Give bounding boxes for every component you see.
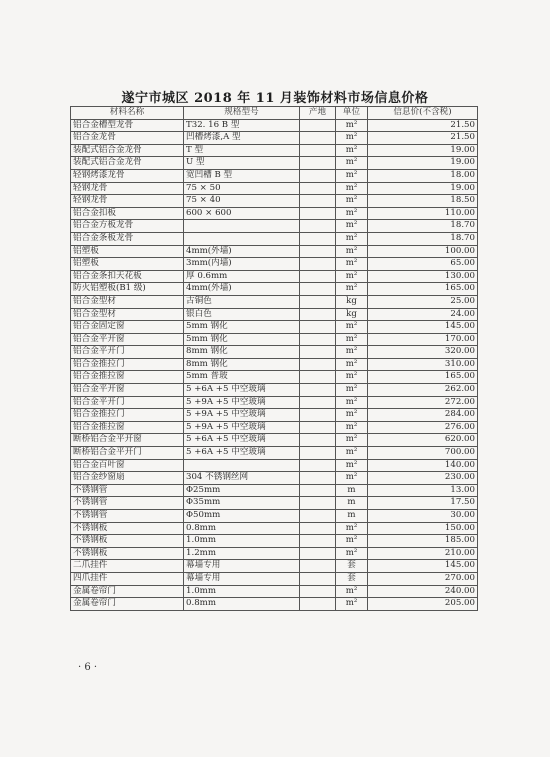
table-row <box>71 409 478 422</box>
cell-unit: m² <box>336 346 368 359</box>
cell-origin <box>300 207 336 220</box>
cell-price: 210.00 <box>368 547 478 560</box>
cell-price: 21.50 <box>368 132 478 145</box>
cell-unit: m² <box>336 434 368 447</box>
table-row <box>71 295 478 308</box>
cell-unit: m² <box>336 283 368 296</box>
cell-origin <box>300 346 336 359</box>
cell-unit: kg <box>336 308 368 321</box>
cell-origin <box>300 119 336 132</box>
cell-material-name: 防火铝塑板(B1 级) <box>71 283 184 296</box>
cell-price: 620.00 <box>368 434 478 447</box>
cell-origin <box>300 169 336 182</box>
table-row <box>71 182 478 195</box>
cell-material-name: 铝合金纱窗扇 <box>71 472 184 485</box>
cell-price: 170.00 <box>368 333 478 346</box>
cell-material-name: 铝合金推拉门 <box>71 358 184 371</box>
cell-origin <box>300 497 336 510</box>
cell-origin <box>300 572 336 585</box>
cell-material-name: 铝合金扣板 <box>71 207 184 220</box>
cell-unit: m² <box>336 409 368 422</box>
cell-material-name: 不锈钢板 <box>71 535 184 548</box>
table-row <box>71 132 478 145</box>
cell-material-name: 铝合金条板龙骨 <box>71 232 184 245</box>
cell-unit: m² <box>336 447 368 460</box>
cell-material-name: 铝合金条扣天花板 <box>71 270 184 283</box>
table-row <box>71 346 478 359</box>
header-origin: 产地 <box>300 107 336 120</box>
cell-origin <box>300 598 336 611</box>
table-row <box>71 522 478 535</box>
cell-specification: 凹槽烤漆,A 型 <box>184 132 300 145</box>
cell-specification: 幕墙专用 <box>184 572 300 585</box>
cell-unit: m² <box>336 119 368 132</box>
table-row <box>71 144 478 157</box>
cell-origin <box>300 459 336 472</box>
table-row <box>71 421 478 434</box>
cell-specification: 5 +6A +5 中空玻璃 <box>184 384 300 397</box>
cell-price: 24.00 <box>368 308 478 321</box>
cell-specification: 幕墙专用 <box>184 560 300 573</box>
cell-unit: m² <box>336 522 368 535</box>
cell-price: 30.00 <box>368 510 478 523</box>
header-unit: 单位 <box>336 107 368 120</box>
cell-specification: 0.8mm <box>184 598 300 611</box>
table-row <box>71 510 478 523</box>
table-row <box>71 371 478 384</box>
cell-specification: 5 +9A +5 中空玻璃 <box>184 396 300 409</box>
cell-material-name: 铝塑板 <box>71 245 184 258</box>
cell-origin <box>300 547 336 560</box>
cell-specification: 5 +9A +5 中空玻璃 <box>184 421 300 434</box>
cell-specification: 1.0mm <box>184 585 300 598</box>
cell-origin <box>300 295 336 308</box>
cell-specification: 古铜色 <box>184 295 300 308</box>
table-row <box>71 245 478 258</box>
cell-material-name: 轻钢烤漆龙骨 <box>71 169 184 182</box>
cell-material-name: 不锈钢管 <box>71 497 184 510</box>
cell-price: 165.00 <box>368 283 478 296</box>
cell-material-name: 二爪挂件 <box>71 560 184 573</box>
cell-origin <box>300 560 336 573</box>
cell-origin <box>300 510 336 523</box>
cell-unit: m <box>336 497 368 510</box>
cell-price: 65.00 <box>368 258 478 271</box>
table-row <box>71 396 478 409</box>
cell-unit: m² <box>336 270 368 283</box>
cell-origin <box>300 245 336 258</box>
cell-price: 100.00 <box>368 245 478 258</box>
cell-specification: 304 不锈钢丝网 <box>184 472 300 485</box>
cell-specification: 5mm 钢化 <box>184 333 300 346</box>
cell-unit: m² <box>336 384 368 397</box>
cell-unit: 套 <box>336 560 368 573</box>
cell-price: 284.00 <box>368 409 478 422</box>
cell-unit: m² <box>336 195 368 208</box>
cell-material-name: 铝合金平开门 <box>71 396 184 409</box>
cell-specification: 5 +9A +5 中空玻璃 <box>184 409 300 422</box>
cell-specification <box>184 459 300 472</box>
cell-unit: m² <box>336 396 368 409</box>
cell-origin <box>300 421 336 434</box>
cell-origin <box>300 396 336 409</box>
cell-origin <box>300 195 336 208</box>
cell-specification: 8mm 钢化 <box>184 358 300 371</box>
cell-specification: 4mm(外墙) <box>184 283 300 296</box>
cell-material-name: 轻钢龙骨 <box>71 182 184 195</box>
cell-material-name: 铝合金龙骨 <box>71 132 184 145</box>
cell-material-name: 铝合金型材 <box>71 308 184 321</box>
table-row <box>71 598 478 611</box>
cell-specification: 5mm 普玻 <box>184 371 300 384</box>
cell-origin <box>300 333 336 346</box>
cell-origin <box>300 358 336 371</box>
table-row <box>71 547 478 560</box>
header-material-name: 材料名称 <box>71 107 184 120</box>
cell-price: 140.00 <box>368 459 478 472</box>
cell-origin <box>300 157 336 170</box>
cell-specification: 4mm(外墙) <box>184 245 300 258</box>
cell-price: 272.00 <box>368 396 478 409</box>
table-row <box>71 472 478 485</box>
page-number: · 6 · <box>78 662 98 673</box>
cell-material-name: 铝合金百叶窗 <box>71 459 184 472</box>
cell-specification <box>184 232 300 245</box>
cell-price: 110.00 <box>368 207 478 220</box>
cell-price: 21.50 <box>368 119 478 132</box>
cell-material-name: 不锈钢管 <box>71 510 184 523</box>
table-row <box>71 270 478 283</box>
cell-origin <box>300 220 336 233</box>
cell-origin <box>300 447 336 460</box>
cell-price: 276.00 <box>368 421 478 434</box>
table-row <box>71 220 478 233</box>
cell-specification: T 型 <box>184 144 300 157</box>
table-row <box>71 497 478 510</box>
table-row <box>71 459 478 472</box>
cell-price: 25.00 <box>368 295 478 308</box>
cell-price: 19.00 <box>368 182 478 195</box>
cell-unit: m² <box>336 333 368 346</box>
cell-price: 240.00 <box>368 585 478 598</box>
cell-material-name: 断桥铝合金平开窗 <box>71 434 184 447</box>
cell-material-name: 铝合金平开窗 <box>71 384 184 397</box>
cell-unit: m² <box>336 358 368 371</box>
cell-specification: 75 × 50 <box>184 182 300 195</box>
cell-material-name: 铝合金槽型龙骨 <box>71 119 184 132</box>
cell-material-name: 不锈钢管 <box>71 484 184 497</box>
cell-price: 18.70 <box>368 220 478 233</box>
cell-unit: m² <box>336 421 368 434</box>
cell-unit: m² <box>336 371 368 384</box>
cell-price: 19.00 <box>368 144 478 157</box>
cell-price: 145.00 <box>368 560 478 573</box>
cell-material-name: 金属卷帘门 <box>71 585 184 598</box>
cell-unit: m² <box>336 157 368 170</box>
table-row <box>71 447 478 460</box>
cell-price: 19.00 <box>368 157 478 170</box>
table-row <box>71 321 478 334</box>
cell-origin <box>300 308 336 321</box>
cell-origin <box>300 232 336 245</box>
cell-origin <box>300 484 336 497</box>
cell-unit: m² <box>336 132 368 145</box>
cell-origin <box>300 182 336 195</box>
cell-origin <box>300 371 336 384</box>
cell-specification: 5mm 钢化 <box>184 321 300 334</box>
cell-specification: 600 × 600 <box>184 207 300 220</box>
cell-material-name: 铝合金方板龙骨 <box>71 220 184 233</box>
cell-specification: U 型 <box>184 157 300 170</box>
cell-price: 262.00 <box>368 384 478 397</box>
cell-specification: 5 +6A +5 中空玻璃 <box>184 434 300 447</box>
cell-unit: m² <box>336 258 368 271</box>
cell-material-name: 铝合金型材 <box>71 295 184 308</box>
cell-material-name: 不锈钢板 <box>71 522 184 535</box>
cell-material-name: 铝合金固定窗 <box>71 321 184 334</box>
table-row <box>71 207 478 220</box>
cell-origin <box>300 409 336 422</box>
cell-price: 700.00 <box>368 447 478 460</box>
cell-specification: 5 +6A +5 中空玻璃 <box>184 447 300 460</box>
cell-material-name: 断桥铝合金平开门 <box>71 447 184 460</box>
cell-unit: m² <box>336 547 368 560</box>
cell-unit: m² <box>336 144 368 157</box>
cell-material-name: 铝塑板 <box>71 258 184 271</box>
cell-price: 18.50 <box>368 195 478 208</box>
cell-unit: m² <box>336 207 368 220</box>
cell-specification: Φ50mm <box>184 510 300 523</box>
cell-price: 230.00 <box>368 472 478 485</box>
cell-material-name: 装配式铝合金龙骨 <box>71 144 184 157</box>
cell-price: 205.00 <box>368 598 478 611</box>
header-specification: 规格型号 <box>184 107 300 120</box>
table-row <box>71 572 478 585</box>
cell-price: 130.00 <box>368 270 478 283</box>
cell-material-name: 铝合金推拉门 <box>71 409 184 422</box>
cell-unit: m² <box>336 169 368 182</box>
cell-price: 145.00 <box>368 321 478 334</box>
table-row <box>71 384 478 397</box>
cell-specification: Φ35mm <box>184 497 300 510</box>
header-price: 信息价(不含税) <box>368 107 478 120</box>
table-row <box>71 308 478 321</box>
cell-price: 18.70 <box>368 232 478 245</box>
cell-material-name: 铝合金平开窗 <box>71 333 184 346</box>
cell-unit: m <box>336 484 368 497</box>
cell-price: 18.00 <box>368 169 478 182</box>
cell-origin <box>300 321 336 334</box>
cell-specification: 1.2mm <box>184 547 300 560</box>
cell-price: 17.50 <box>368 497 478 510</box>
cell-material-name: 铝合金推拉窗 <box>71 371 184 384</box>
table-row <box>71 585 478 598</box>
cell-origin <box>300 132 336 145</box>
cell-price: 270.00 <box>368 572 478 585</box>
cell-material-name: 不锈钢板 <box>71 547 184 560</box>
cell-specification: 3mm(内墙) <box>184 258 300 271</box>
table-row <box>71 169 478 182</box>
table-row <box>71 232 478 245</box>
cell-specification: 1.0mm <box>184 535 300 548</box>
cell-origin <box>300 585 336 598</box>
price-table <box>70 106 478 611</box>
cell-specification: 75 × 40 <box>184 195 300 208</box>
cell-origin <box>300 258 336 271</box>
table-row <box>71 560 478 573</box>
cell-material-name: 铝合金平开门 <box>71 346 184 359</box>
cell-material-name: 铝合金推拉窗 <box>71 421 184 434</box>
cell-unit: m² <box>336 220 368 233</box>
cell-specification: Φ25mm <box>184 484 300 497</box>
cell-unit: m² <box>336 245 368 258</box>
cell-price: 13.00 <box>368 484 478 497</box>
cell-material-name: 四爪挂件 <box>71 572 184 585</box>
cell-origin <box>300 522 336 535</box>
cell-unit: m² <box>336 535 368 548</box>
table-row <box>71 484 478 497</box>
table-row <box>71 358 478 371</box>
cell-price: 165.00 <box>368 371 478 384</box>
cell-origin <box>300 472 336 485</box>
cell-origin <box>300 270 336 283</box>
table-row <box>71 434 478 447</box>
cell-specification: 银白色 <box>184 308 300 321</box>
table-row <box>71 258 478 271</box>
cell-price: 310.00 <box>368 358 478 371</box>
cell-origin <box>300 283 336 296</box>
table-row <box>71 333 478 346</box>
cell-specification: T32. 16 B 型 <box>184 119 300 132</box>
table-body <box>71 119 478 610</box>
cell-origin <box>300 144 336 157</box>
table-row <box>71 119 478 132</box>
cell-unit: kg <box>336 295 368 308</box>
table-row <box>71 283 478 296</box>
cell-unit: m² <box>336 459 368 472</box>
cell-unit: m² <box>336 585 368 598</box>
cell-price: 150.00 <box>368 522 478 535</box>
cell-specification <box>184 220 300 233</box>
cell-specification: 8mm 钢化 <box>184 346 300 359</box>
cell-unit: m <box>336 510 368 523</box>
cell-unit: m² <box>336 321 368 334</box>
cell-unit: 套 <box>336 572 368 585</box>
table-header-row <box>71 107 478 120</box>
cell-unit: m² <box>336 232 368 245</box>
document-title: 遂宁市城区 2018 年 11 月装饰材料市场信息价格 <box>121 91 429 106</box>
cell-specification: 宽凹槽 B 型 <box>184 169 300 182</box>
cell-material-name: 装配式铝合金龙骨 <box>71 157 184 170</box>
cell-origin <box>300 384 336 397</box>
cell-unit: m² <box>336 472 368 485</box>
cell-price: 185.00 <box>368 535 478 548</box>
cell-price: 320.00 <box>368 346 478 359</box>
cell-material-name: 轻钢龙骨 <box>71 195 184 208</box>
cell-specification: 0.8mm <box>184 522 300 535</box>
cell-specification: 厚 0.6mm <box>184 270 300 283</box>
cell-material-name: 金属卷帘门 <box>71 598 184 611</box>
table-row <box>71 195 478 208</box>
cell-origin <box>300 535 336 548</box>
table-row <box>71 157 478 170</box>
table-row <box>71 535 478 548</box>
cell-unit: m² <box>336 182 368 195</box>
cell-unit: m² <box>336 598 368 611</box>
cell-origin <box>300 434 336 447</box>
